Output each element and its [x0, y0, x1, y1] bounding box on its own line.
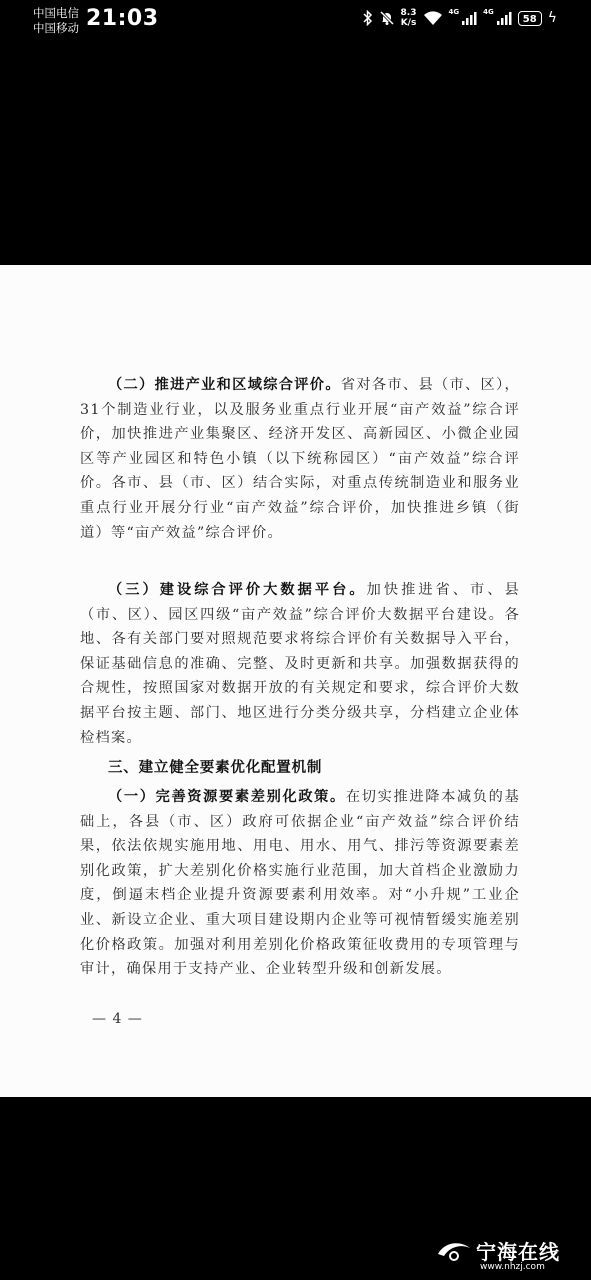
network-speed-unit: K/s	[400, 18, 417, 28]
watermark-url: www.nhzj.com	[480, 1262, 545, 1272]
system-icons	[363, 8, 557, 28]
network-type-1: 4G	[448, 8, 460, 16]
clock: 21:03	[86, 6, 159, 31]
section-heading: 三、建立健全要素优化配置机制	[108, 760, 323, 776]
carrier-1: 中国电信	[33, 6, 79, 20]
watermark	[436, 1234, 576, 1274]
paragraph-body: 加快推进省、市、县（市、区）、园区四级“亩产效益”综合评价大数据平台建设。各地、各有关部门要对照规范要求将综合评价有关数据导入平台，保证基础信息的准确、完整、及时更新和共享。加强数据获得的合规性，按照国家对数据开放的有关规定和要求，综合评价大数据平台按主题、部门、地区进行分类分级共享，分档建立企业体检档案。	[80, 582, 520, 746]
paragraph-big-data-platform	[80, 578, 520, 750]
paragraph-body: 省对各市、县（市、区），31个制造业行业，以及服务业重点行业开展“亩产效益”综合评价，加快推进产业集聚区、经济开发区、高新园区、小微企业园区等产业园区和特色小镇（以下统称园区）“亩产效益”综合评价。各市、县（市、区）结合实际，对重点传统制造业和服务业重点行业开展分行业“亩产效益”综合评价，加快推进乡镇（街道）等“亩产效益”综合评价。	[80, 377, 520, 541]
charging-bolt-icon: ϟ	[547, 10, 557, 26]
page-number: — 4 —	[92, 1011, 143, 1027]
paragraph-industry-evaluation	[80, 373, 520, 545]
carrier-2: 中国移动	[33, 21, 79, 35]
paragraph-title: （三）建设综合评价大数据平台。	[108, 582, 367, 598]
watermark-name: 宁海在线	[476, 1240, 560, 1264]
status-bar	[0, 0, 591, 44]
mute-bell-icon	[379, 10, 395, 26]
paragraph-resource-policy	[80, 785, 520, 982]
network-speed-value: 8.3	[400, 8, 417, 18]
document-page	[0, 265, 591, 1097]
network-type-2: 4G	[483, 8, 494, 16]
wifi-icon	[423, 10, 443, 26]
signal-icon-1	[461, 11, 477, 25]
watermark-logo-icon	[436, 1240, 472, 1264]
paragraph-title: （二）推进产业和区域综合评价。	[108, 377, 341, 393]
carrier-info	[33, 6, 79, 36]
paragraph-title: （一）完善资源要素差别化政策。	[108, 789, 346, 805]
network-speed	[401, 8, 417, 28]
battery-icon: 58	[518, 11, 542, 26]
bluetooth-icon	[363, 10, 373, 26]
paragraph-body: 在切实推进降本减负的基础上，各县（市、区）政府可依据企业“亩产效益”综合评价结果，依法依规实施用地、用电、用水、用气、排污等资源要素差别化政策，扩大差别化价格实施行业范围，加大首档企业激励力度，倒逼末档企业提升资源要素利用效率。对“小升规”工业企业、新设立企业、重大项目建设期内企业等可视情暂缓实施差别化价格政策。加强对利用差别化价格政策征收费用的专项管理与审计，确保用于支持产业、企业转型升级和创新发展。	[80, 789, 520, 978]
signal-icon-2	[496, 11, 512, 25]
